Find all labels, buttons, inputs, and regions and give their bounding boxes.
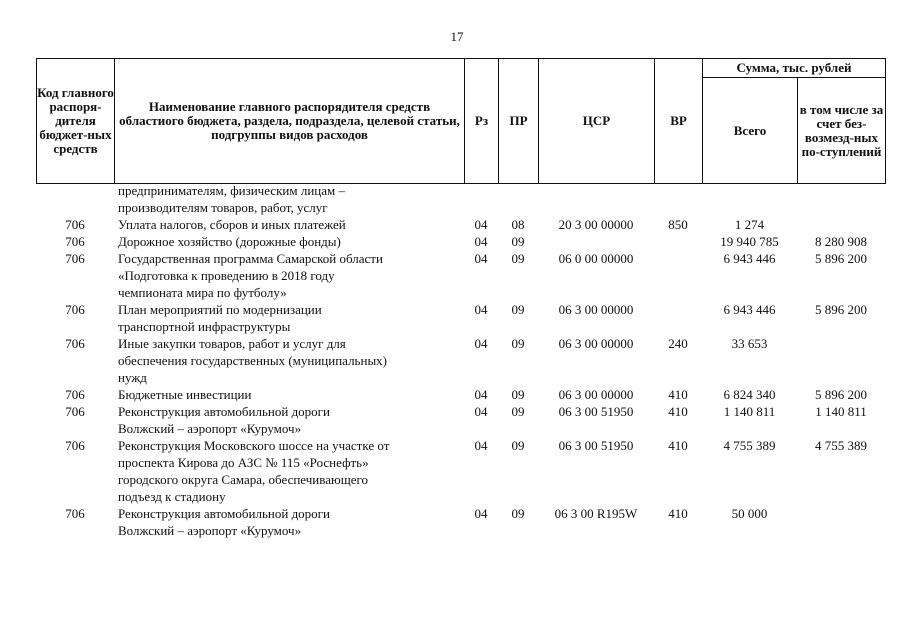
table-row [36, 403, 885, 437]
cell-vsego: 50 000 [731, 506, 768, 521]
cell-pr: 09 [511, 506, 525, 521]
table-row [36, 335, 885, 386]
cell-bez: 5 896 200 [815, 302, 867, 317]
cell-rz: 04 [474, 251, 488, 266]
header-vsego: Всего [703, 78, 798, 184]
cell-pr: 09 [511, 251, 525, 266]
cell-name: Иные закупки товаров, работ и услуг для обеспечения государственных (муниципальных) нужд [118, 336, 388, 385]
cell-vsego: 1 274 [734, 217, 765, 232]
table-row [36, 505, 885, 539]
table-row [36, 437, 885, 505]
cell-kod: 706 [65, 251, 85, 266]
cell-csr: 06 3 00 00000 [558, 302, 634, 317]
cell-vsego: 4 755 389 [723, 438, 776, 453]
cell-rz: 04 [474, 404, 488, 419]
cell-name: Реконструкция Московского шоссе на участке от проспекта Кирова до АЗС № 115 «Роснефть» городского округа Самара, обеспечивающего подъезд к стадиону [118, 438, 390, 504]
cell-pr: 09 [511, 387, 525, 402]
cell-bez: 5 896 200 [815, 251, 867, 266]
header-rz: Рз [465, 59, 499, 184]
cell-pr: 08 [511, 217, 525, 232]
cell-rz: 04 [474, 506, 488, 521]
table-row [36, 182, 885, 216]
cell-vsego: 6 824 340 [723, 387, 776, 402]
page-number: 17 [450, 29, 464, 44]
table-row [36, 386, 885, 403]
table-header [36, 58, 886, 184]
cell-name: Государственная программа Самарской области «Подготовка к проведению в 2018 году чемпионата мира по футболу» [118, 251, 383, 300]
table-row [36, 233, 885, 250]
cell-bez: 5 896 200 [815, 387, 867, 402]
header-csr: ЦСР [539, 59, 655, 184]
cell-vr: 240 [668, 336, 688, 351]
cell-name: Реконструкция автомобильной дороги Волжский – аэропорт «Курумоч» [118, 404, 330, 436]
cell-pr: 09 [511, 234, 525, 249]
cell-bez: 1 140 811 [815, 404, 867, 419]
table-row [36, 250, 885, 301]
cell-pr: 09 [511, 302, 525, 317]
cell-rz: 04 [474, 336, 488, 351]
cell-rz: 04 [474, 302, 488, 317]
cell-kod: 706 [65, 336, 85, 351]
cell-kod: 706 [65, 506, 85, 521]
cell-name: предпринимателям, физическим лицам – производителям товаров, работ, услуг [118, 183, 345, 215]
table-body [36, 182, 885, 539]
cell-name: Дорожное хозяйство (дорожные фонды) [118, 234, 341, 249]
table-row [36, 216, 885, 233]
cell-csr: 06 3 00 51950 [558, 404, 634, 419]
cell-vr: 410 [668, 438, 688, 453]
cell-vr: 850 [668, 217, 688, 232]
table-row [36, 301, 885, 335]
header-vr: ВР [655, 59, 703, 184]
cell-vsego: 19 940 785 [720, 234, 779, 249]
cell-kod: 706 [65, 302, 85, 317]
cell-vsego: 33 653 [731, 336, 768, 351]
cell-vr: 410 [668, 404, 688, 419]
header-summa: Сумма, тыс. рублей [703, 59, 886, 78]
cell-vsego: 6 943 446 [723, 302, 776, 317]
cell-csr: 06 3 00 00000 [558, 336, 634, 351]
cell-rz: 04 [474, 217, 488, 232]
cell-rz: 04 [474, 387, 488, 402]
cell-name: План мероприятий по модернизации транспортной инфраструктуры [118, 302, 322, 334]
cell-kod: 706 [65, 234, 85, 249]
cell-name: Уплата налогов, сборов и иных платежей [118, 217, 346, 232]
cell-csr: 20 3 00 00000 [558, 217, 634, 232]
cell-csr: 06 3 00 00000 [558, 387, 634, 402]
cell-rz: 04 [474, 438, 488, 453]
cell-name: Реконструкция автомобильной дороги Волжский – аэропорт «Курумоч» [118, 506, 330, 538]
cell-vr: 410 [668, 387, 688, 402]
cell-kod: 706 [65, 438, 85, 453]
header-bez: в том числе за счет без-возмезд-ных по-ступлений [798, 78, 886, 184]
cell-csr: 06 0 00 00000 [558, 251, 634, 266]
cell-bez: 8 280 908 [815, 234, 867, 249]
cell-csr: 06 3 00 51950 [558, 438, 634, 453]
cell-vsego: 6 943 446 [723, 251, 776, 266]
cell-rz: 04 [474, 234, 488, 249]
cell-kod: 706 [65, 217, 85, 232]
cell-pr: 09 [511, 438, 525, 453]
header-pr: ПР [499, 59, 539, 184]
cell-vr: 410 [668, 506, 688, 521]
header-name: Наименование главного распорядителя средств областиого бюджета, раздела, подраздела, целевой статьи, подгруппы видов расходов [115, 59, 465, 184]
cell-vsego: 1 140 811 [723, 404, 776, 419]
cell-csr: 06 3 00 R195W [554, 506, 638, 521]
cell-pr: 09 [511, 336, 525, 351]
cell-kod: 706 [65, 404, 85, 419]
header-kod: Код главного распоря-дителя бюджет-ных средств [37, 59, 115, 184]
cell-pr: 09 [511, 404, 525, 419]
cell-name: Бюджетные инвестиции [118, 387, 252, 402]
cell-bez: 4 755 389 [815, 438, 867, 453]
cell-kod: 706 [65, 387, 85, 402]
